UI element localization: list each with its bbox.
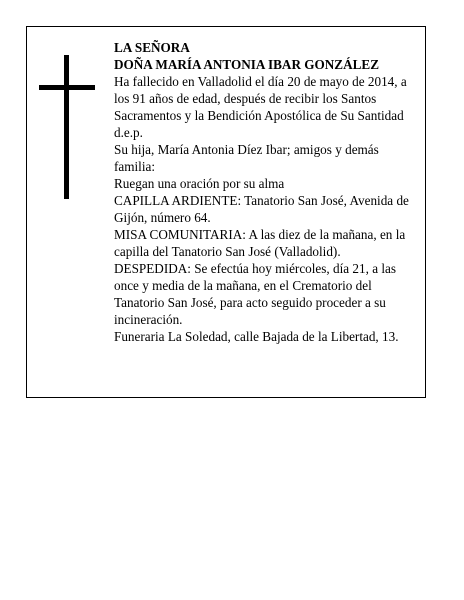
notice-wake-location: CAPILLA ARDIENTE: Tanatorio San José, Avenida de Gijón, número 64. <box>114 193 409 225</box>
notice-deceased-name: DOÑA MARÍA ANTONIA IBAR GONZÁLEZ <box>114 57 380 72</box>
cross-icon <box>39 55 95 199</box>
notice-death-announcement: Ha fallecido en Valladolid el día 20 de mayo de 2014, a los 91 años de edad, después de recibir los Santos Sacramentos y la Bendición Apostólica de Su Santidad d.e.p. <box>114 74 407 140</box>
obituary-notice <box>26 26 426 398</box>
notice-title-line1: LA SEÑORA <box>114 40 190 55</box>
notice-prayer-request: Ruegan una oración por su alma <box>114 176 285 191</box>
notice-farewell-info: DESPEDIDA: Se efectúa hoy miércoles, día 21, a las once y media de la mañana, en el Crematorio del Tanatorio San José, para acto seguido proceder a su incineración. <box>114 261 396 327</box>
cross-horizontal-bar <box>39 85 95 90</box>
notice-text-block <box>114 39 422 345</box>
notice-funeral-home: Funeraria La Soledad, calle Bajada de la Libertad, 13. <box>114 329 399 344</box>
notice-mass-info: MISA COMUNITARIA: A las diez de la mañana, en la capilla del Tanatorio San José (Valladolid). <box>114 227 406 259</box>
notice-family: Su hija, María Antonia Díez Ibar; amigos y demás familia: <box>114 142 379 174</box>
cross-vertical-bar <box>64 55 69 199</box>
